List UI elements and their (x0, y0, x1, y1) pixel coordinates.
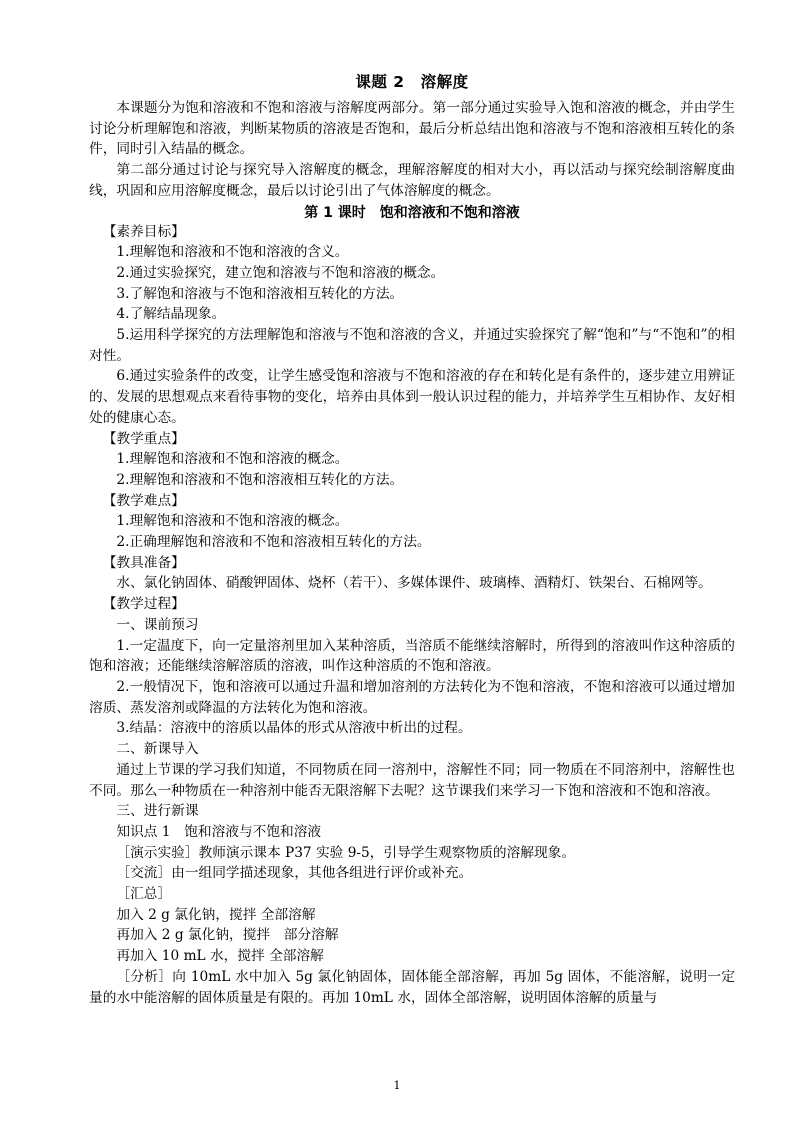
summary-label: ［汇总］ (116, 886, 172, 903)
page-title: 课题 2 溶解度 (355, 73, 469, 91)
difficulty-item: 2.正确理解饱和溶液和不饱和溶液相互转化的方法。 (116, 534, 431, 551)
key-point-item: 2.理解饱和溶液和不饱和溶液相互转化的方法。 (116, 471, 404, 488)
preview-item: 2.一般情况下，饱和溶液可以通过升温和增加溶剂的方法转化为不饱和溶液，不饱和溶液可以通过增加溶质、蒸发溶剂或降温的方法转化为饱和溶液。 (89, 678, 735, 716)
page-number: 1 (393, 1079, 401, 1092)
analysis-text: ［分析］向 10mL 水中加入 5g 氯化钠固体，固体能全部溶解，再加 5g 固体，不能溶解，说明一定量的水中能溶解的固体质量是有限的。再加 10mL 水，固体全部溶解，说明固体溶解的质量与 (89, 968, 735, 1006)
demo-experiment: ［演示实验］教师演示课本 P37 实验 9-5，引导学生观察物质的溶解现象。 (116, 844, 576, 861)
goal-item: 6.通过实验条件的改变，让学生感受饱和溶液与不饱和溶液的存在和转化是有条件的，逐步建立用辨证的、发展的思想观点来看待事物的变化，培养由具体到一般认识过程的能力，并培养学生互相协作、友好相处的健康心态。 (89, 368, 735, 426)
goal-item: 5.运用科学探究的方法理解饱和溶液与不饱和溶液的含义，并通过实验探究了解“饱和”与“不饱和”的相对性。 (89, 327, 735, 364)
section-heading: 二、新课导入 (116, 741, 199, 758)
difficulty-item: 1.理解饱和溶液和不饱和溶液的概念。 (116, 513, 349, 530)
key-points-heading: 【教学重点】 (102, 430, 185, 447)
goal-item: 4.了解结晶现象。 (116, 306, 226, 323)
materials-heading: 【教具准备】 (102, 554, 185, 571)
section-heading: 三、进行新课 (116, 803, 199, 820)
intro-paragraph-1: 本课题分为饱和溶液和不饱和溶液与溶解度两部分。第一部分通过实验导入饱和溶液的概念，并由学生讨论分析理解饱和溶液，判断某物质的溶液是否饱和，最后分析总结出饱和溶液与不饱和溶液相互转化的条件，同时引入结晶的概念。 (89, 100, 735, 158)
materials-text: 水、氯化钠固体、硝酸钾固体、烧杯（若干）、多媒体课件、玻璃棒、酒精灯、铁架台、石棉网等。 (116, 575, 712, 592)
difficulties-heading: 【教学难点】 (102, 492, 185, 509)
process-heading: 【教学过程】 (102, 596, 185, 613)
goal-item: 3.了解饱和溶液与不饱和溶液相互转化的方法。 (116, 285, 404, 302)
intro-paragraph-2: 第二部分通过讨论与探究导入溶解度的概念，理解溶解度的相对大小，再以活动与探究绘制溶解度曲线，巩固和应用溶解度概念，最后以讨论引出了气体溶解度的概念。 (89, 162, 735, 199)
goals-heading: 【素养目标】 (102, 223, 185, 240)
knowledge-point-heading: 知识点 1 饱和溶液与不饱和溶液 (116, 823, 322, 840)
key-point-item: 1.理解饱和溶液和不饱和溶液的概念。 (116, 451, 349, 468)
goal-item: 1.理解饱和溶液和不饱和溶液的含义。 (116, 244, 349, 261)
experiment-step: 再加入 2 g 氯化钠，搅拌 部分溶解 (116, 927, 339, 944)
section-heading: 一、课前预习 (116, 616, 199, 633)
goal-item: 2.通过实验探究，建立饱和溶液与不饱和溶液的概念。 (116, 264, 445, 281)
intro-lesson-text: 通过上节课的学习我们知道，不同物质在同一溶剂中，溶解性不同；同一物质在不同溶剂中，溶解性也不同。那么一种物质在一种溶剂中能否无限溶解下去呢？这节课我们来学习一下饱和溶液和不饱和溶液。 (89, 761, 735, 799)
experiment-step: 加入 2 g 氯化钠，搅拌 全部溶解 (116, 906, 316, 923)
page-content (89, 70, 735, 1008)
experiment-step: 再加入 10 mL 水，搅拌 全部溶解 (116, 948, 324, 965)
lesson-title: 第 1 课时 饱和溶液和不饱和溶液 (304, 204, 520, 221)
preview-item: 3.结晶：溶液中的溶质以晶体的形式从溶液中析出的过程。 (116, 720, 472, 737)
preview-item: 1.一定温度下，向一定量溶剂里加入某种溶质，当溶质不能继续溶解时，所得到的溶液叫作这种溶质的饱和溶液；还能继续溶解溶质的溶液，叫作这种溶质的不饱和溶液。 (89, 637, 735, 675)
exchange-note: ［交流］由一组同学描述现象，其他各组进行评价或补充。 (116, 865, 473, 882)
